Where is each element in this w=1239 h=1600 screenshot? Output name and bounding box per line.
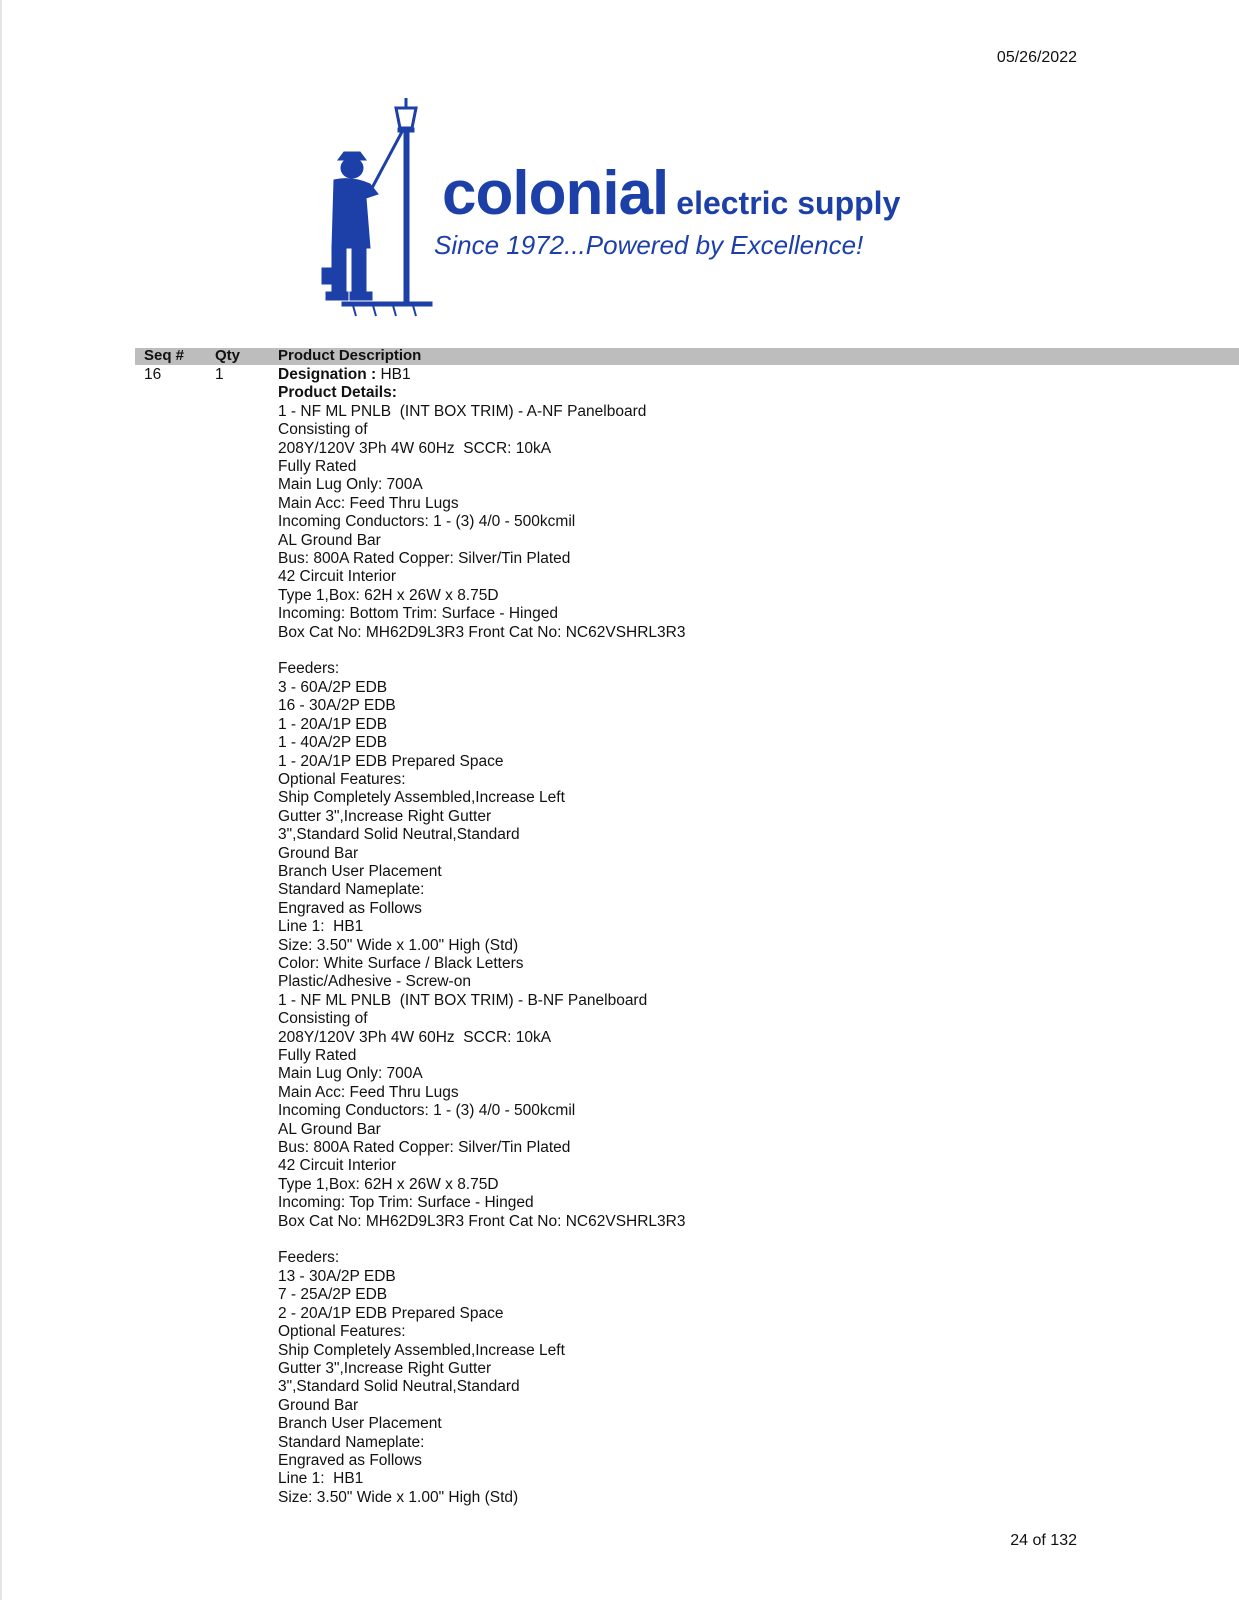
description-line: Standard Nameplate: bbox=[278, 881, 425, 899]
description-line: Size: 3.50" Wide x 1.00" High (Std) bbox=[278, 1488, 519, 1506]
description-line: Main Lug Only: 700A bbox=[278, 476, 423, 494]
description-line: 1 - 20A/1P EDB Prepared Space bbox=[278, 752, 504, 770]
description-line: Optional Features: bbox=[278, 770, 406, 788]
designation-label: Designation : bbox=[278, 366, 377, 383]
blank-line bbox=[278, 642, 685, 660]
description-line: Optional Features: bbox=[278, 1323, 406, 1341]
description-line: Color: White Surface / Black Letters bbox=[278, 954, 524, 972]
blank-line bbox=[278, 1231, 685, 1249]
description-line: 16 - 30A/2P EDB bbox=[278, 697, 396, 715]
description-line: Plastic/Adhesive - Screw-on bbox=[278, 973, 471, 991]
description-line: Bus: 800A Rated Copper: Silver/Tin Plated bbox=[278, 1139, 571, 1157]
table-header bbox=[135, 348, 1239, 365]
seq-number: 16 bbox=[144, 366, 162, 383]
description-line: Size: 3.50" Wide x 1.00" High (Std) bbox=[278, 936, 519, 954]
description-line: 3",Standard Solid Neutral,Standard bbox=[278, 826, 520, 844]
designation-line bbox=[278, 366, 685, 384]
product-details-label: Product Details: bbox=[278, 384, 397, 402]
brand-name-main: colonial bbox=[442, 159, 669, 228]
description-line: Type 1,Box: 62H x 26W x 8.75D bbox=[278, 1175, 499, 1193]
description-line: AL Ground Bar bbox=[278, 531, 381, 549]
page-indicator: 24 of 132 bbox=[1010, 1532, 1077, 1549]
description-line: Consisting of bbox=[278, 421, 368, 439]
product-description bbox=[278, 366, 685, 1507]
description-line: 1 - NF ML PNLB (INT BOX TRIM) - B-NF Panelboard bbox=[278, 991, 648, 1009]
description-line: Consisting of bbox=[278, 1010, 368, 1028]
description-line: Main Lug Only: 700A bbox=[278, 1065, 423, 1083]
description-line: 2 - 20A/1P EDB Prepared Space bbox=[278, 1304, 504, 1322]
brand-tagline: Since 1972...Powered by Excellence! bbox=[434, 230, 864, 260]
description-line: 3",Standard Solid Neutral,Standard bbox=[278, 1378, 520, 1396]
description-line: 1 - NF ML PNLB (INT BOX TRIM) - A-NF Panelboard bbox=[278, 402, 647, 420]
description-line: 42 Circuit Interior bbox=[278, 1157, 397, 1175]
description-line: Main Acc: Feed Thru Lugs bbox=[278, 1083, 459, 1101]
description-line: 7 - 25A/2P EDB bbox=[278, 1286, 388, 1304]
column-header-seq: Seq # bbox=[144, 347, 185, 364]
description-line: Line 1: HB1 bbox=[278, 1470, 364, 1488]
page-edge bbox=[0, 0, 2, 1600]
column-header-qty: Qty bbox=[215, 347, 241, 364]
description-line: Ship Completely Assembled,Increase Left bbox=[278, 1341, 565, 1359]
description-line: Standard Nameplate: bbox=[278, 1433, 425, 1451]
description-line: 208Y/120V 3Ph 4W 60Hz SCCR: 10kA bbox=[278, 439, 552, 457]
document-date: 05/26/2022 bbox=[996, 49, 1077, 66]
description-line: Branch User Placement bbox=[278, 862, 442, 880]
description-line: 42 Circuit Interior bbox=[278, 568, 397, 586]
description-line: 208Y/120V 3Ph 4W 60Hz SCCR: 10kA bbox=[278, 1028, 552, 1046]
description-line: Fully Rated bbox=[278, 1047, 357, 1065]
description-line: Incoming: Bottom Trim: Surface - Hinged bbox=[278, 605, 558, 623]
description-line: Engraved as Follows bbox=[278, 1451, 422, 1469]
brand-name-sub: electric supply bbox=[676, 185, 901, 221]
description-line: Fully Rated bbox=[278, 458, 357, 476]
description-line: Line 1: HB1 bbox=[278, 918, 364, 936]
column-header-description: Product Description bbox=[278, 347, 422, 364]
description-line: Feeders: bbox=[278, 1249, 340, 1267]
description-line: Main Acc: Feed Thru Lugs bbox=[278, 494, 459, 512]
description-line: Ship Completely Assembled,Increase Left bbox=[278, 789, 565, 807]
quantity: 1 bbox=[215, 366, 224, 383]
description-line: Ground Bar bbox=[278, 1396, 359, 1414]
description-line: Gutter 3",Increase Right Gutter bbox=[278, 1359, 492, 1377]
description-line: Box Cat No: MH62D9L3R3 Front Cat No: NC62VSHRL3R3 bbox=[278, 1212, 686, 1230]
description-line: 3 - 60A/2P EDB bbox=[278, 678, 388, 696]
brand-name bbox=[442, 158, 900, 229]
description-line: 13 - 30A/2P EDB bbox=[278, 1267, 396, 1285]
designation-value: HB1 bbox=[376, 366, 411, 383]
description-line: Feeders: bbox=[278, 660, 340, 678]
description-line: Gutter 3",Increase Right Gutter bbox=[278, 807, 492, 825]
description-line: Engraved as Follows bbox=[278, 899, 422, 917]
description-line: 1 - 40A/2P EDB bbox=[278, 734, 388, 752]
description-line: 1 - 20A/1P EDB bbox=[278, 715, 388, 733]
description-line: Bus: 800A Rated Copper: Silver/Tin Plated bbox=[278, 550, 571, 568]
description-line: Incoming Conductors: 1 - (3) 4/0 - 500kcmil bbox=[278, 513, 576, 531]
description-line: AL Ground Bar bbox=[278, 1120, 381, 1138]
description-line: Incoming Conductors: 1 - (3) 4/0 - 500kcmil bbox=[278, 1102, 576, 1120]
company-logo bbox=[312, 98, 932, 330]
description-line: Branch User Placement bbox=[278, 1415, 442, 1433]
description-line: Box Cat No: MH62D9L3R3 Front Cat No: NC62VSHRL3R3 bbox=[278, 623, 686, 641]
description-line: Incoming: Top Trim: Surface - Hinged bbox=[278, 1194, 534, 1212]
lamplighter-figure-icon bbox=[312, 98, 452, 330]
description-line: Ground Bar bbox=[278, 844, 359, 862]
description-line: Type 1,Box: 62H x 26W x 8.75D bbox=[278, 586, 499, 604]
